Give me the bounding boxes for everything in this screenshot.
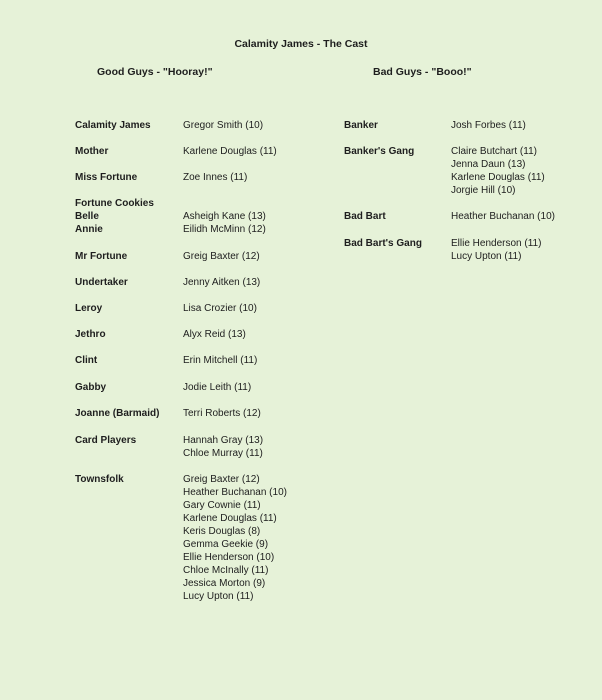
actor-name: Eilidh McMinn (12) (183, 224, 266, 235)
actor-name: Heather Buchanan (10) (451, 211, 555, 222)
actor-names (183, 210, 266, 223)
role-label: Mr Fortune (75, 251, 128, 262)
role-label: Bad Bart's Gang (344, 238, 422, 249)
role-label: Gabby (75, 382, 107, 393)
actor-name: Gregor Smith (10) (183, 120, 264, 131)
actor-name: Claire Butchart (11) (451, 146, 537, 157)
role-label: Joanne (Barmaid) (75, 408, 160, 419)
actor-name: Terri Roberts (12) (183, 408, 261, 419)
actor-names (183, 328, 246, 341)
actor-name: Karlene Douglas (11) (183, 146, 277, 157)
actor-names (183, 171, 247, 184)
actor-name: Lucy Upton (11) (183, 591, 254, 602)
actor-name: Hannah Gray (13) (183, 435, 264, 446)
actor-names (183, 407, 261, 420)
actor-names (183, 381, 251, 394)
actor-name: Chloe Murray (11) (183, 448, 263, 459)
role-label: Miss Fortune (75, 172, 138, 183)
role-label: Undertaker (75, 277, 128, 288)
actor-name: Josh Forbes (11) (451, 120, 526, 131)
actor-name: Chloe McInally (11) (183, 565, 269, 576)
actor-names (183, 250, 260, 263)
role-label: Banker's Gang (344, 146, 415, 157)
role-label: Calamity James (75, 120, 151, 131)
actor-names (451, 119, 526, 132)
actor-names (183, 223, 266, 236)
actor-names (451, 210, 555, 223)
actor-name: Ellie Henderson (10) (183, 552, 275, 563)
actor-name: Keris Douglas (8) (183, 526, 261, 537)
role-label: Card Players (75, 435, 137, 446)
actor-name: Jenny Aitken (13) (183, 277, 261, 288)
actor-name: Lucy Upton (11) (451, 251, 522, 262)
actor-names (183, 302, 257, 315)
actor-names (451, 237, 541, 263)
actor-names (183, 434, 263, 460)
actor-name: Erin Mitchell (11) (183, 355, 258, 366)
actor-names (451, 145, 545, 197)
actor-names (183, 354, 257, 367)
bad-guys-heading: Bad Guys - "Booo!" (373, 66, 472, 78)
actor-name: Alyx Reid (13) (183, 329, 246, 340)
actor-name: Greig Baxter (12) (183, 474, 260, 485)
role-label: Bad Bart (344, 211, 386, 222)
actor-name: Ellie Henderson (11) (451, 238, 542, 249)
actor-name: Karlene Douglas (11) (183, 513, 277, 524)
page-title: Calamity James - The Cast (234, 38, 368, 50)
actor-name: Gemma Geekie (9) (183, 539, 269, 550)
role-label: Belle (75, 211, 99, 222)
role-label: Townsfolk (75, 474, 124, 485)
role-label: Jethro (75, 329, 106, 340)
role-label: Clint (75, 355, 98, 366)
actor-names (183, 119, 263, 132)
actor-name: Jenna Daun (13) (451, 159, 526, 170)
actor-name: Jorgie Hill (10) (451, 185, 516, 196)
good-guys-heading: Good Guys - "Hooray!" (97, 66, 213, 78)
actor-name: Heather Buchanan (10) (183, 487, 287, 498)
actor-name: Gary Cownie (11) (183, 500, 261, 511)
actor-name: Greig Baxter (12) (183, 251, 260, 262)
actor-name: Jodie Leith (11) (183, 382, 252, 393)
role-label: Annie (75, 224, 103, 235)
actor-names (183, 473, 287, 603)
actor-name: Lisa Crozier (10) (183, 303, 257, 314)
actor-names (183, 145, 277, 158)
actor-name: Asheigh Kane (13) (183, 211, 266, 222)
role-label: Fortune Cookies (75, 198, 154, 209)
role-label: Banker (344, 120, 378, 131)
role-label: Mother (75, 146, 109, 157)
actor-name: Karlene Douglas (11) (451, 172, 545, 183)
actor-name: Jessica Morton (9) (183, 578, 266, 589)
actor-names (183, 276, 260, 289)
actor-name: Zoe Innes (11) (183, 172, 248, 183)
role-label: Leroy (75, 303, 103, 314)
